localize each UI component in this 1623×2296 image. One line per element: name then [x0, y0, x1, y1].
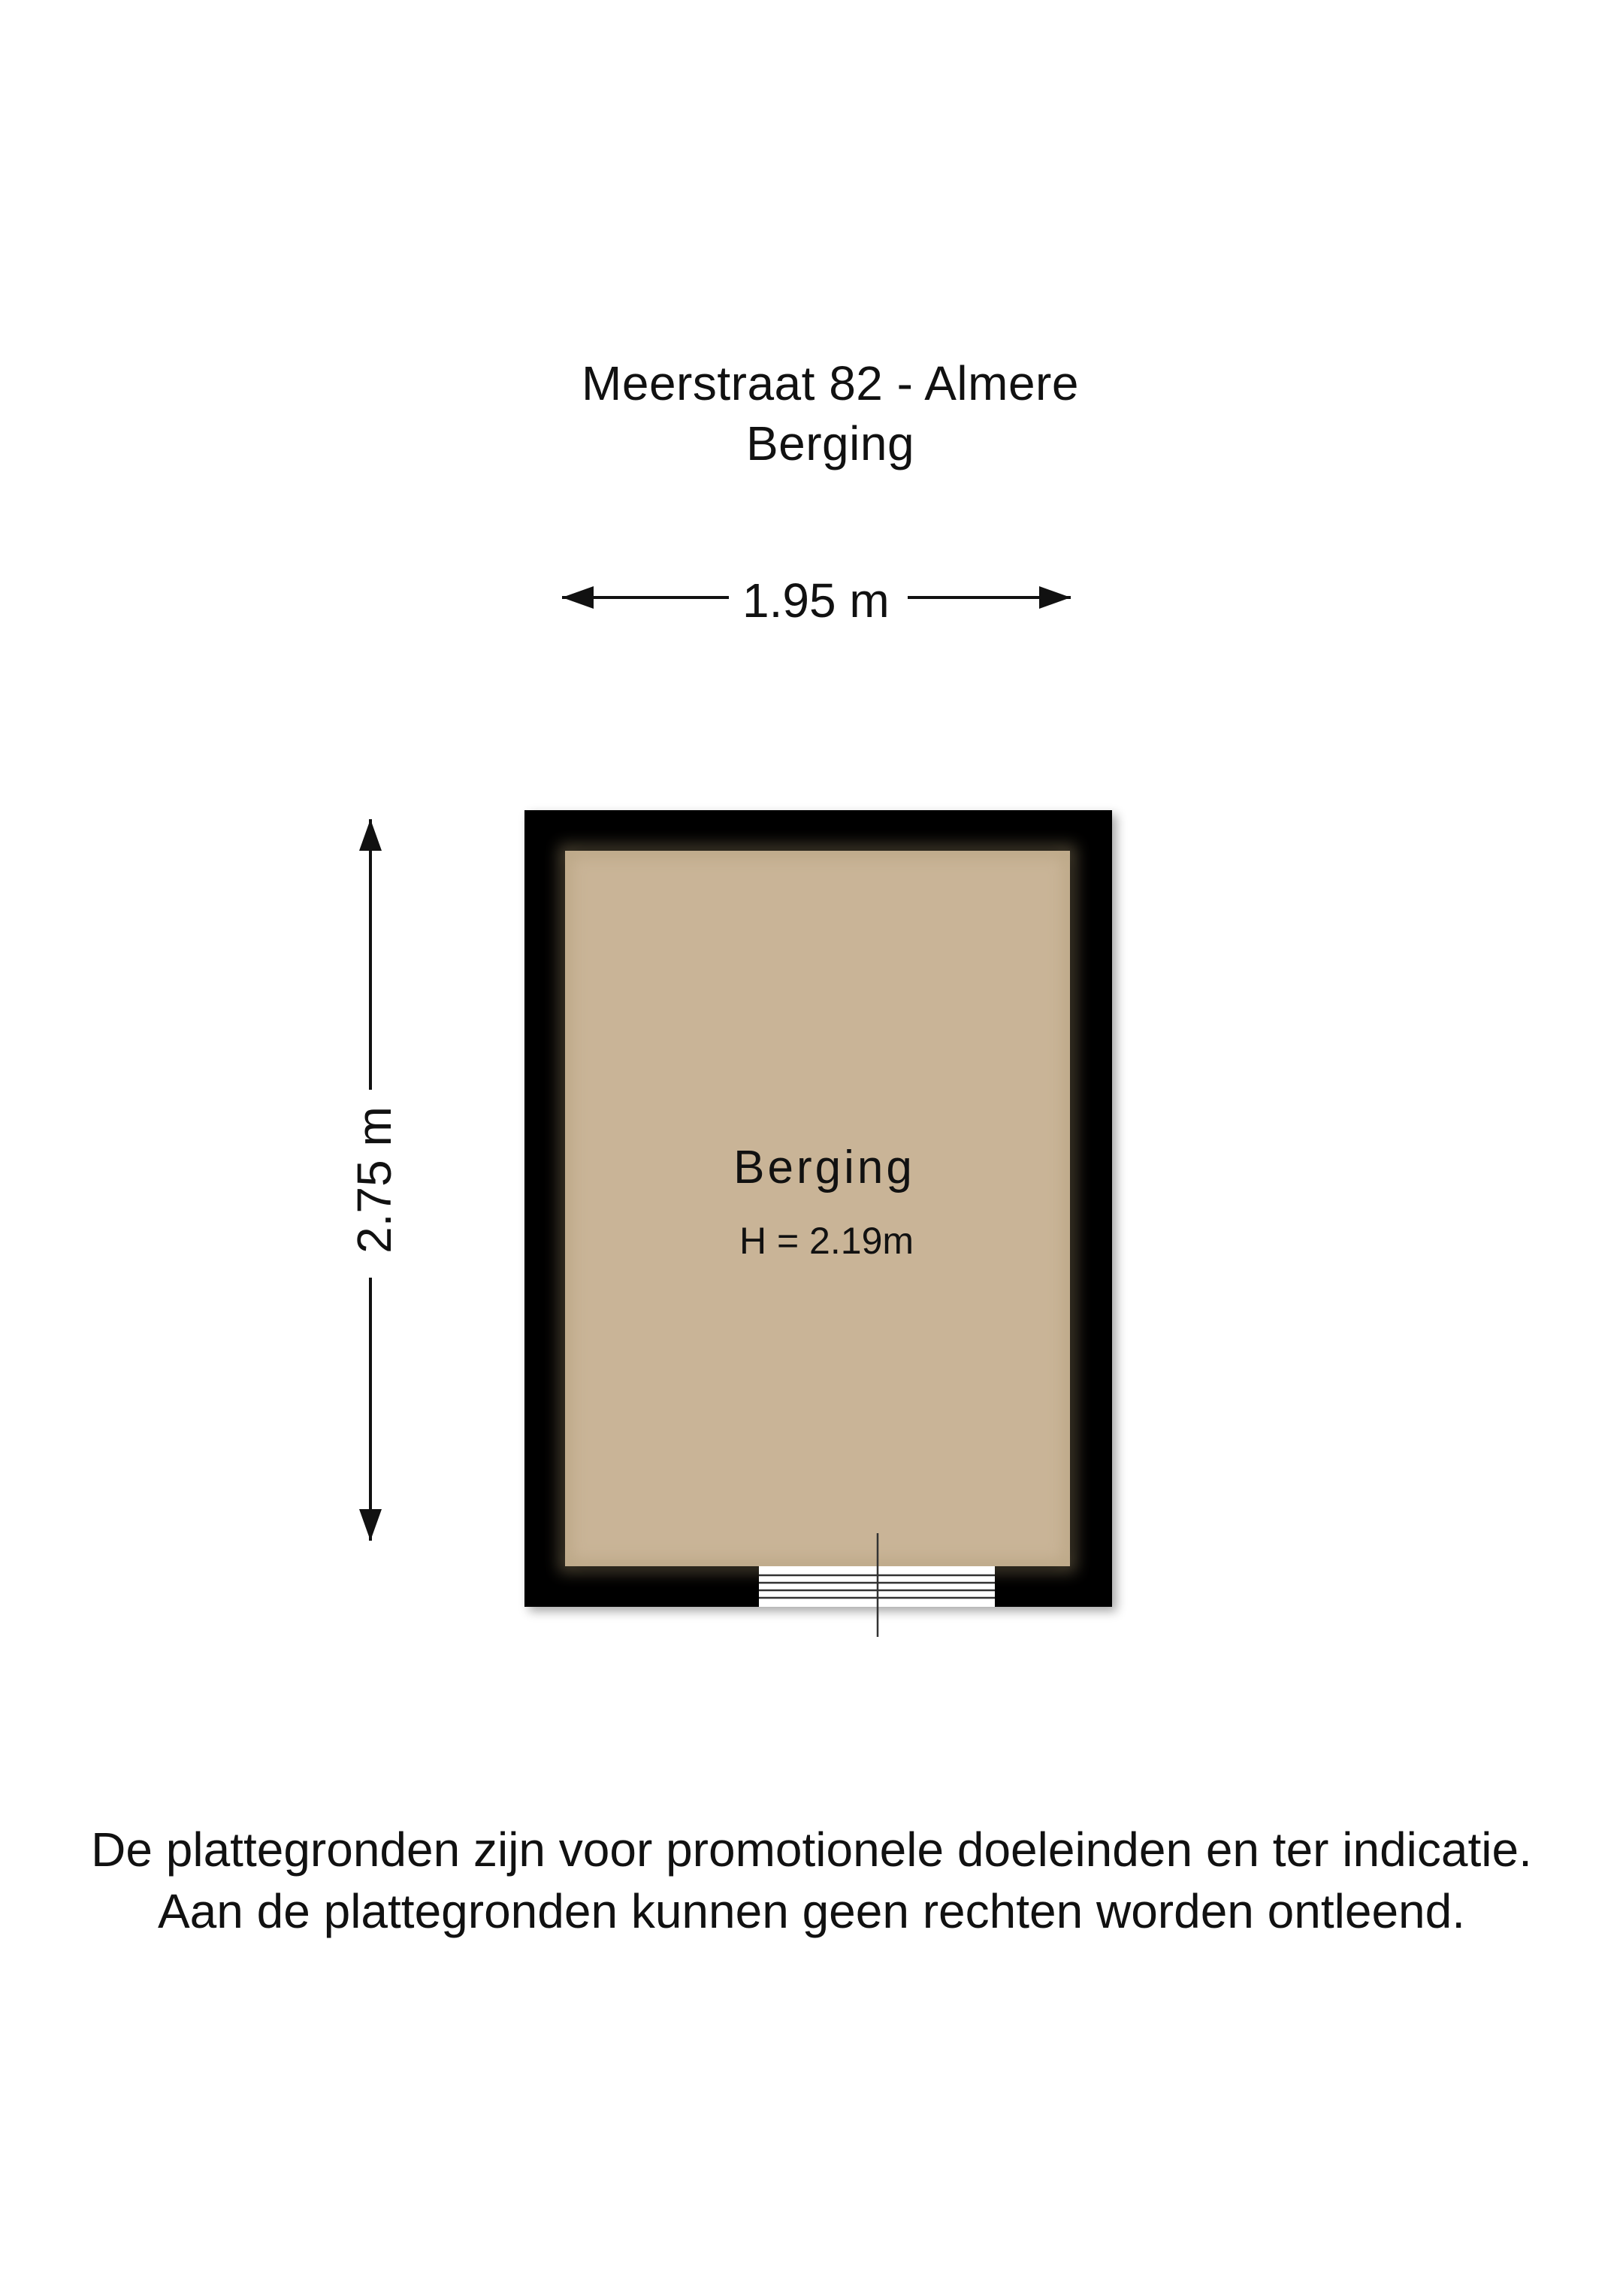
- arrow-down-icon: [359, 1509, 382, 1541]
- arrow-right-icon: [1039, 586, 1071, 609]
- height-dimension-label: 2.75 m: [350, 1094, 398, 1266]
- disclaimer-line-2: Aan de plattegronden kunnen geen rechten worden ontleend.: [157, 1884, 1466, 1938]
- arrow-up-icon: [359, 819, 382, 851]
- floor-title: Berging: [745, 416, 915, 470]
- arrow-left-icon: [562, 586, 594, 609]
- room-label: Berging: [733, 1142, 915, 1193]
- width-dimension-label: 1.95 m: [730, 576, 902, 625]
- disclaimer-text: [0, 1819, 1623, 1942]
- disclaimer-line-1: De plattegronden zijn voor promotionele doeleinden en ter indicatie.: [91, 1823, 1532, 1877]
- room-floor: [565, 851, 1070, 1566]
- address-title: Meerstraat 82 - Almere: [582, 356, 1079, 410]
- room-ceiling-height: H = 2.19m: [739, 1220, 914, 1262]
